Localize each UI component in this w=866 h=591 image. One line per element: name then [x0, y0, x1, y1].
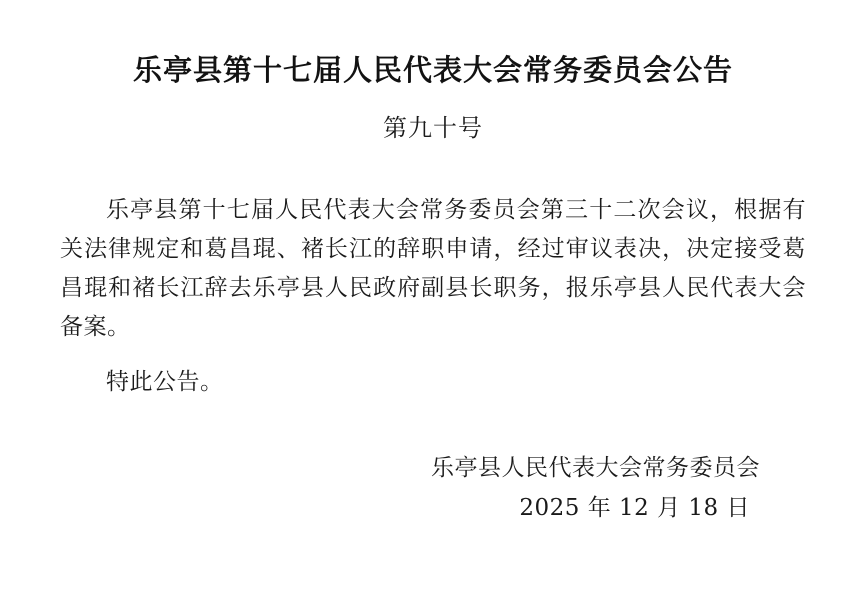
signature-date: 2025 年 12 月 18 日 [519, 494, 750, 521]
body-paragraph: 特此公告。 [106, 368, 224, 395]
page-title: 乐亭县第十七届人民代表大会常务委员会公告 [132, 53, 733, 87]
document-number: 第九十号 [383, 113, 483, 142]
body-paragraph: 乐亭县第十七届人民代表大会常务委员会第三十二次会议，根据有关法律规定和葛昌琨、褚长江的辞职申请，经过审议表决，决定接受葛昌琨和褚长江辞去乐亭县人民政府副县长职务，报乐亭县人民代表大会备案。 [60, 196, 806, 340]
signature-organization: 乐亭县人民代表大会常务委员会 [431, 454, 760, 481]
document-body [60, 191, 806, 402]
signature-block [60, 448, 806, 528]
